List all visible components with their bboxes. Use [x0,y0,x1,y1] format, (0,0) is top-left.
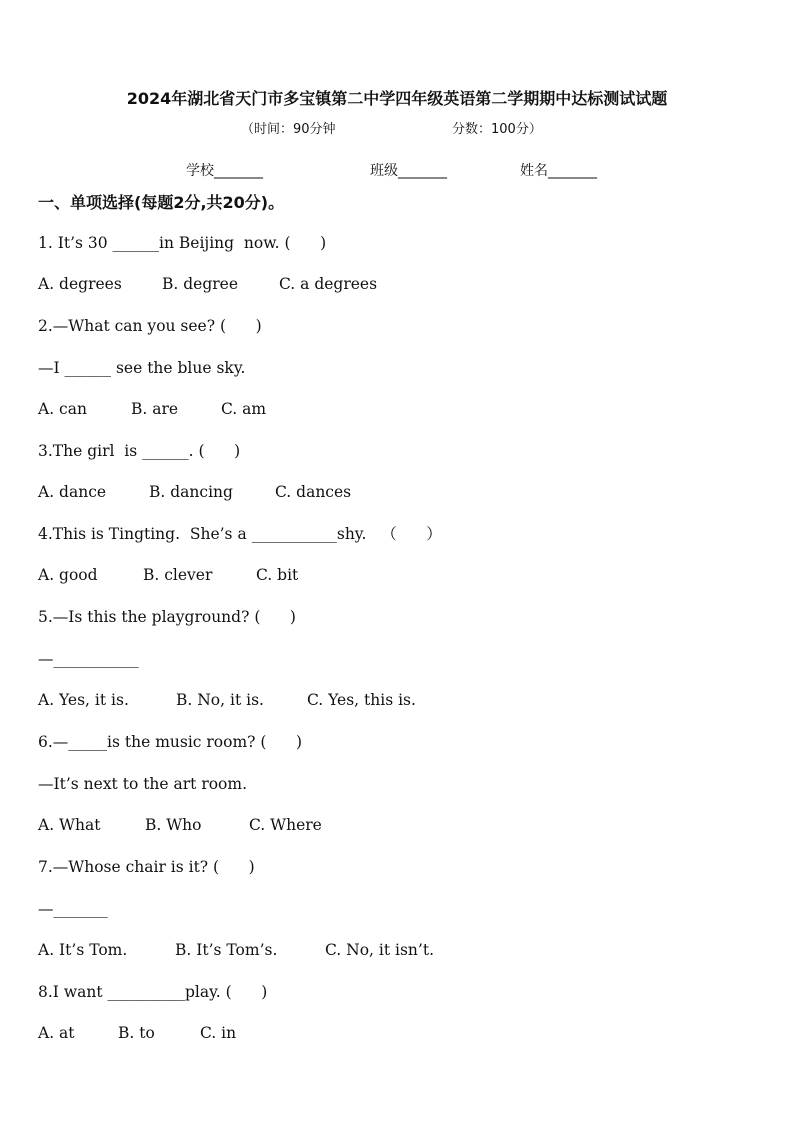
option-a: A. What [38,816,101,834]
option-a: A. can [38,400,87,418]
question-stem: 5.—Is this the playground? ( ) [38,608,296,626]
option-c: C. Yes, this is. [307,691,416,709]
option-c: C. Where [249,816,322,834]
question-stem: 4.This is Tingting. She’s a ___________shy. （ ） [38,525,442,543]
question-stem: 7.—Whose chair is it? ( ) [38,858,255,876]
question-stem: 8.I want __________play. ( ) [38,983,268,1001]
option-c: C. No, it isn’t. [325,941,434,959]
question-line: —_______ [38,900,108,918]
school-field: 学校_______ [186,163,263,179]
option-b: B. Who [145,816,202,834]
option-a: A. good [38,566,98,584]
name-field: 姓名_______ [520,163,597,179]
option-c: C. a degrees [279,275,378,293]
option-b: B. degree [162,275,239,293]
option-c: C. am [221,400,267,418]
option-b: B. No, it is. [176,691,264,709]
question-stem: 1. It’s 30 ______in Beijing now. ( ) [38,234,327,252]
option-a: A. Yes, it is. [38,691,129,709]
option-b: B. It’s Tom’s. [175,941,278,959]
option-b: B. to [118,1024,155,1042]
question-line: —___________ [38,650,139,668]
question-stem: 2.—What can you see? ( ) [38,317,262,335]
exam-time: （时间：90分钟 [241,122,336,137]
question-stem: 3.The girl is ______. ( ) [38,442,241,460]
question-line: —I ______ see the blue sky. [38,359,246,377]
exam-score: 分数：100分） [452,122,542,137]
question-stem: 6.—_____is the music room? ( ) [38,733,303,751]
option-c: C. in [200,1024,237,1042]
class-field: 班级_______ [370,163,447,179]
option-a: A. It’s Tom. [38,941,128,959]
option-a: A. at [38,1024,75,1042]
page-title: 2024年湖北省天门市多宝镇第二中学四年级英语第二学期期中达标测试试题 [126,89,668,108]
option-a: A. dance [38,483,107,501]
option-b: B. clever [143,566,213,584]
question-line: —It’s next to the art room. [38,775,248,793]
option-b: B. are [131,400,179,418]
option-b: B. dancing [149,483,233,501]
section-heading: 一、单项选择(每题2分,共20分)。 [38,193,285,212]
option-c: C. dances [275,483,352,501]
option-c: C. bit [256,566,299,584]
option-a: A. degrees [38,275,122,293]
